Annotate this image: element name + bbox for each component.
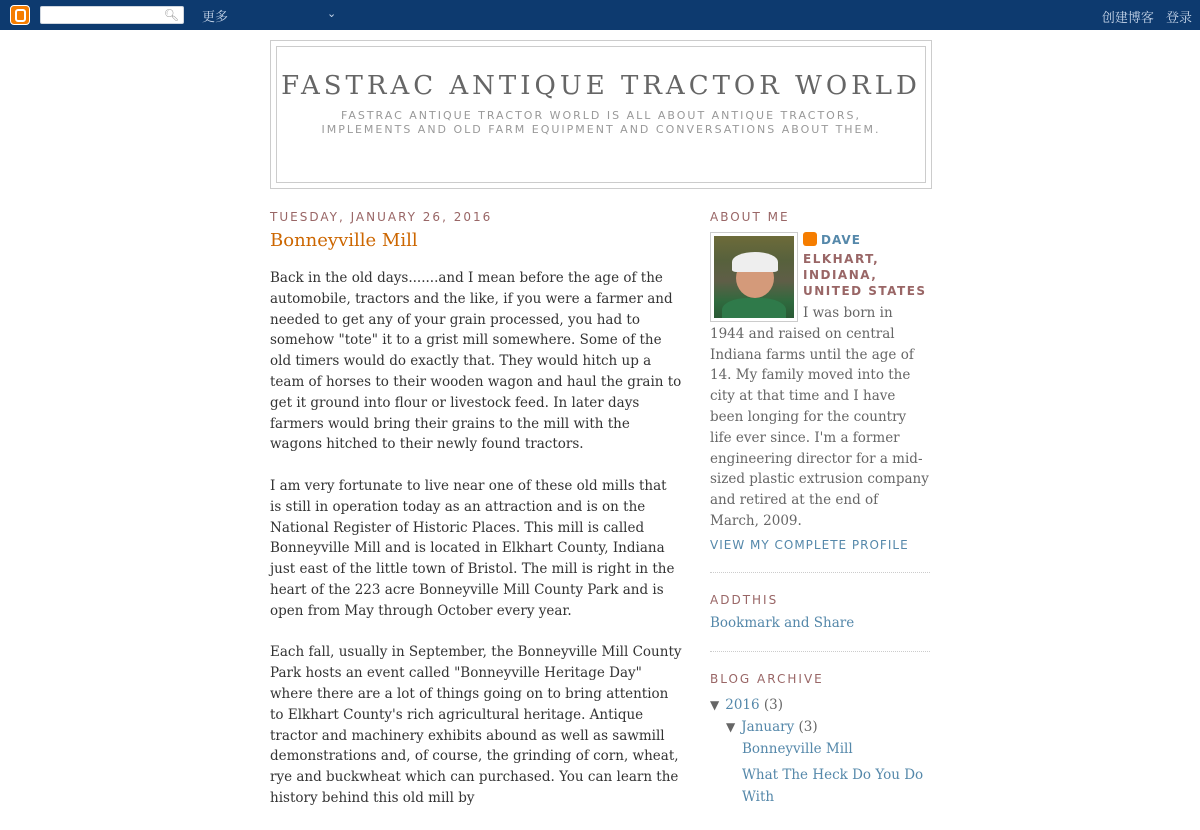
- blog-description: FASTRAC ANTIQUE TRACTOR WORLD IS ALL ABOUT ANTIQUE TRACTORS, IMPLEMENTS AND OLD FARM EQUIPMENT AND CONVERSATIONS ABOUT THEM.: [321, 109, 881, 136]
- archive-post-link[interactable]: Bonneyville Mill: [742, 740, 853, 757]
- archive-year-link[interactable]: 2016: [725, 696, 760, 713]
- sidebar: [710, 210, 930, 808]
- search-input[interactable]: [40, 6, 184, 24]
- bookmark-share-image[interactable]: [710, 615, 930, 631]
- triangle-down-icon[interactable]: ▼: [726, 719, 736, 734]
- main-column: [270, 210, 682, 830]
- blog-title[interactable]: FASTRAC ANTIQUE TRACTOR WORLD: [281, 71, 921, 101]
- archive-post-item: [710, 738, 930, 760]
- blogger-profile-icon: [803, 232, 817, 246]
- avatar-shirt: [722, 298, 786, 318]
- archive-month-row: [710, 716, 930, 738]
- post-paragraph: Back in the old days.......and I mean before the age of the automobile, tractors and the like, if you were a farmer and needed to get any of your grain processed, you had to somehow "tote" it to a grist mill somewhere. Some of the old timers would do exactly that. They would hitch up a team of horses to their wooden wagon and haul the grain to get it ground into flour or livestock feed. In later days farmers would bring their grains to the mill with the wagons hitched to their newly found tractors.: [270, 270, 682, 453]
- divider: [710, 572, 930, 573]
- post-paragraph: I am very fortunate to live near one of these old mills that is still in operation today as an attraction and is on the National Register of Historic Places. This mill is called Bonneyville Mill and is located in Elkhart County, Indiana just east of the little town of Bristol. The mill is right in the heart of the 223 acre Bonneyville Mill County Park and is open from May through October every year.: [270, 477, 675, 619]
- archive-year-count: (3): [763, 696, 784, 713]
- profile-location: ELKHART, INDIANA, UNITED STATES: [803, 252, 927, 298]
- blogger-navbar: [0, 0, 1200, 30]
- post-paragraph: Each fall, usually in September, the Bonneyville Mill County Park hosts an event called "Bonneyville Heritage Day" where there are a lot of things going on to bring attention to Elkhart County's rich agricultural heritage. Antique tractor and machinery exhibits abound as well as sawmill demonstrations and, of course, the grinding of corn, wheat, rye and buckwheat which can purchased. You can learn the history behind this old mill by: [270, 644, 682, 806]
- divider: [710, 651, 930, 652]
- archive-month-count: (3): [798, 718, 818, 735]
- avatar-cap: [732, 252, 778, 272]
- blog-header: [270, 40, 932, 189]
- bookmark-share-alt[interactable]: Bookmark and Share: [710, 614, 855, 631]
- archive-year-row: [710, 694, 930, 716]
- more-menu[interactable]: 更多: [202, 10, 229, 25]
- login-link[interactable]: 登录: [1165, 11, 1192, 26]
- view-profile-link[interactable]: VIEW MY COMPLETE PROFILE: [710, 537, 909, 552]
- about-heading: ABOUT ME: [710, 210, 790, 224]
- post-body: [270, 268, 682, 809]
- avatar: [714, 236, 794, 318]
- create-blog-link[interactable]: 创建博客: [1101, 11, 1154, 26]
- archive-post-item: [710, 764, 930, 808]
- blog-archive: [710, 694, 930, 808]
- chevron-down-icon[interactable]: ⌄: [327, 7, 337, 20]
- archive-month-link[interactable]: January: [741, 718, 795, 735]
- archive-heading: BLOG ARCHIVE: [710, 671, 824, 686]
- profile-about: I was born in 1944 and raised on central Indiana farms until the age of 14. My family moved into the city at that time and I have been longing for the country life ever since. I'm a former engineering director for a mid-sized plastic extrusion company and retired at the end of March, 2009.: [710, 305, 929, 529]
- search-icon[interactable]: 🔍︎: [163, 8, 179, 22]
- profile-name-link[interactable]: DAVE: [821, 233, 861, 247]
- post-title[interactable]: Bonneyville Mill: [270, 230, 418, 251]
- navbar-right: [1094, 7, 1192, 26]
- triangle-down-icon[interactable]: ▼: [710, 697, 720, 712]
- profile-widget: [710, 232, 930, 552]
- addthis-heading: ADDTHIS: [710, 592, 779, 607]
- post-date: TUESDAY, JANUARY 26, 2016: [270, 210, 493, 224]
- profile-photo[interactable]: [710, 232, 798, 322]
- archive-post-link[interactable]: What The Heck Do You Do With: [742, 766, 924, 805]
- blog-header-inner: [276, 46, 926, 183]
- blogger-logo-icon[interactable]: [10, 5, 30, 25]
